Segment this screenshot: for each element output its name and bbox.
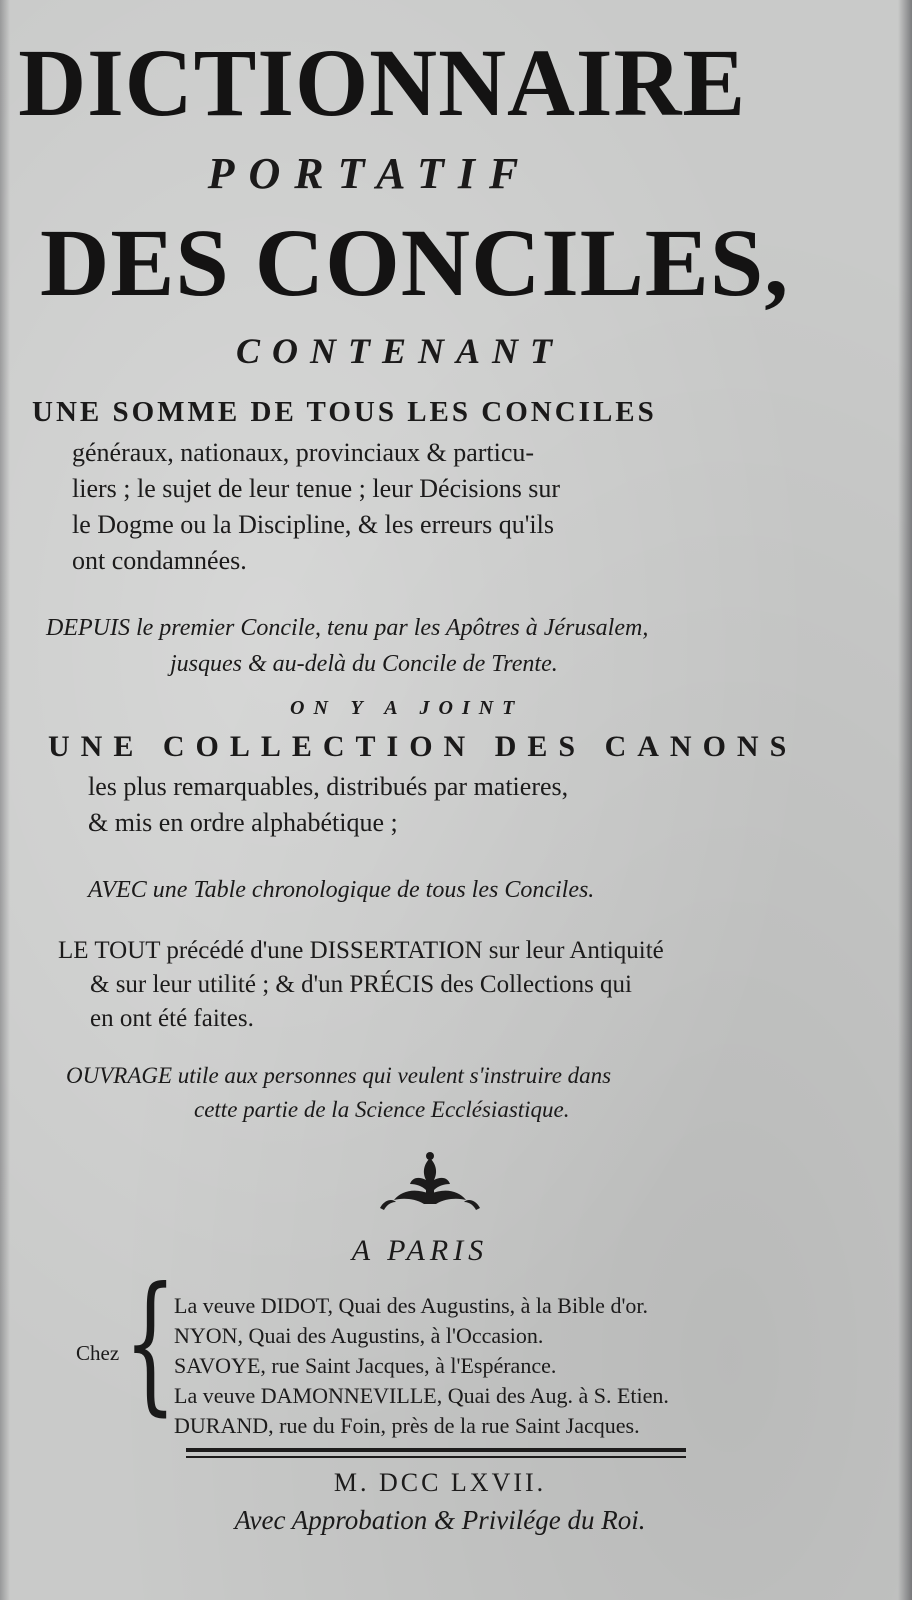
publisher-nyon: NYON, Quai des Augustins, à l'Occasion. [174, 1323, 544, 1348]
double-rule-bottom [186, 1456, 686, 1458]
ouvrage-line-2: cette partie de la Science Ecclésiastique. [194, 1097, 570, 1122]
ouvrage-line-1: OUVRAGE utile aux personnes qui veulent s'instruire dans [66, 1063, 612, 1088]
le-tout-line-3: en ont été faites. [90, 1005, 254, 1032]
somme-heading: UNE SOMME DE TOUS LES CONCILES [32, 396, 657, 428]
avec-table: AVEC une Table chronologique de tous les Conciles. [88, 877, 595, 903]
somme-line-5: ont condamnées. [72, 546, 247, 575]
somme-line-4: le Dogme ou la Discipline, & les erreurs qu'ils [72, 510, 554, 539]
publisher-damonneville: La veuve DAMONNEVILLE, Quai des Aug. à S. Etien. [174, 1383, 669, 1408]
imprint-privilege: Avec Approbation & Privilége du Roi. [234, 1505, 646, 1535]
collection-line-2: les plus remarquables, distribués par matieres, [88, 772, 569, 801]
somme-line-2: généraux, nationaux, provinciaux & particu- [72, 438, 535, 467]
depuis-line-2: jusques & au-delà du Concile de Trente. [170, 651, 558, 677]
brace-icon: { [124, 1256, 177, 1430]
title-portatif: PORTATIF [207, 149, 533, 198]
publisher-savoye: SAVOYE, rue Saint Jacques, à l'Espérance. [174, 1353, 557, 1378]
title-des-conciles: DES CONCILES, [40, 209, 790, 316]
imprint-city: A PARIS [351, 1234, 489, 1267]
fleuron-ornament-icon [374, 1150, 486, 1214]
depuis-line-1: DEPUIS le premier Concile, tenu par les Apôtres à Jérusalem, [46, 615, 649, 641]
publisher-didot: La veuve DIDOT, Quai des Augustins, à la Bible d'or. [174, 1293, 649, 1318]
title-contenant: CONTENANT [235, 331, 564, 371]
title-dictionnaire: DICTIONNAIRE [18, 29, 747, 136]
collection-heading: UNE COLLECTION DES CANONS [48, 730, 798, 763]
le-tout-line-1: LE TOUT précédé d'une DISSERTATION sur leur Antiquité [58, 937, 664, 964]
page-shadow-right [898, 0, 912, 1600]
publisher-durand: DURAND, rue du Foin, près de la rue Saint Jacques. [174, 1413, 640, 1438]
imprint-year: M. DCC LXVII. [333, 1468, 547, 1497]
imprint-chez: Chez [76, 1341, 120, 1365]
double-rule-top [186, 1448, 686, 1452]
page-shadow-left [0, 0, 10, 1600]
somme-line-3: liers ; le sujet de leur tenue ; leur Décisions sur [72, 474, 561, 503]
le-tout-line-2: & sur leur utilité ; & d'un PRÉCIS des Collections qui [90, 971, 632, 998]
collection-line-3: & mis en ordre alphabétique ; [88, 808, 398, 837]
on-y-a-joint: ON Y A JOINT [290, 697, 524, 719]
